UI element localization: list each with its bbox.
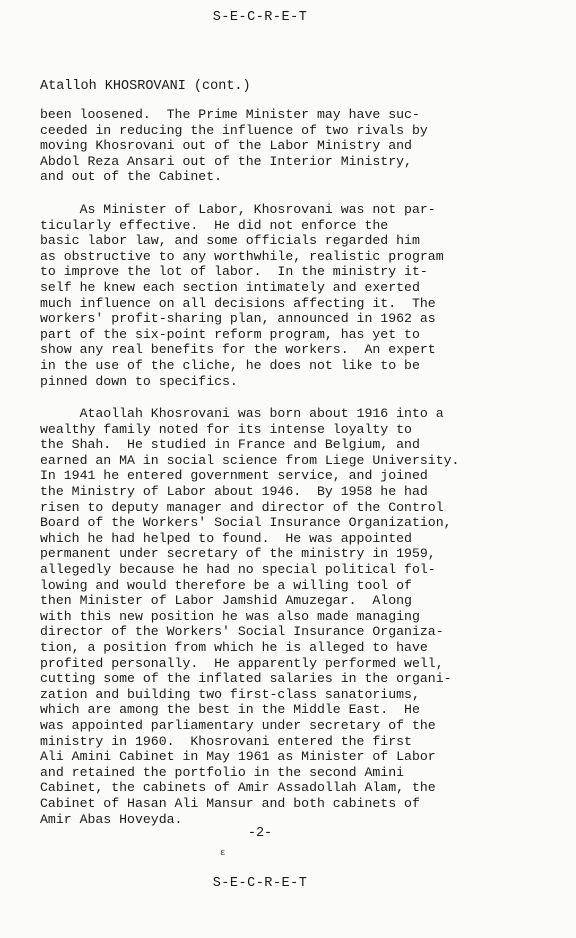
text-line: director of the Workers' Social Insurance Organiza- [40,624,444,640]
text-line: lowing and would therefore be a willing tool of [40,577,412,593]
paragraph-2 [40,202,560,389]
text-line: risen to deputy manager and director of the Control [40,499,444,515]
text-line: been loosened. The Prime Minister may have suc- [40,107,420,122]
text-line: allegedly because he had no special political fol- [40,562,436,578]
text-line: to improve the lot of labor. In the ministry it- [40,264,428,280]
text-line: cutting some of the inflated salaries in the organi- [40,671,452,687]
text-line: As Minister of Labor, Khosrovani was not par- [40,201,436,217]
text-line: permanent under secretary of the ministry in 1959, [40,546,436,562]
text-line: which are among the best in the Middle East. He [40,702,420,718]
text-line: then Minister of Labor Jamshid Amuzegar. Along [40,593,412,609]
text-line: Board of the Workers' Social Insurance Organization, [40,515,452,531]
text-line: Cabinet of Hasan Ali Mansur and both cabinets of [40,795,420,811]
text-line: Cabinet, the cabinets of Amir Assadollah Alam, the [40,780,436,796]
stray-mark: ɛ [220,848,226,858]
paragraph-3 [40,406,560,827]
text-line: wealthy family noted for its intense loyalty to [40,421,412,437]
text-line: and out of the Cabinet. [40,169,223,185]
text-line: the Shah. He studied in France and Belgium, and [40,437,420,453]
text-line: ticularly effective. He did not enforce the [40,217,389,233]
text-line: was appointed parliamentary under secretary of the [40,717,436,733]
page-number: -2- [247,826,273,841]
text-line: ministry in 1960. Khosrovani entered the first [40,733,412,749]
text-line: Ali Amini Cabinet in May 1961 as Minister of Labor [40,749,436,765]
text-line: and retained the portfolio in the second Amini [40,764,405,780]
text-line: earned an MA in social science from Liege University. [40,452,460,468]
text-line: Amir Abas Hoveyda. [40,811,183,827]
text-line: pinned down to specifics. [40,373,238,389]
text-line: workers' profit-sharing plan, announced in 1962 as [40,311,436,327]
text-line: much influence on all decisions affecting it. The [40,295,436,311]
document-body [40,107,560,844]
text-line: ceeded in reducing the influence of two rivals by [40,122,428,138]
text-line: show any real benefits for the workers. An expert [40,342,436,358]
text-line: in the use of the cliche, he does not like to be [40,357,420,373]
text-line: with this new position he was also made managing [40,608,420,624]
text-line: profited personally. He apparently performed well, [40,655,444,671]
text-line: tion, a position from which he is alleged to have [40,640,428,655]
text-line: basic labor law, and some officials regarded him [40,233,420,249]
text-line: zation and building two first-class sanatoriums, [40,686,420,702]
text-line: moving Khosrovani out of the Labor Ministry and [40,138,412,154]
text-line: self he knew each section intimately and exerted [40,279,420,295]
text-line: part of the six-point reform program, has yet to [40,326,420,342]
text-line: the Ministry of Labor about 1946. By 1958 he had [40,484,428,500]
subject-heading: Atalloh KHOSROVANI (cont.) [40,79,251,94]
paragraph-1 [40,107,560,185]
classification-header: S-E-C-R-E-T [212,10,308,25]
text-line: as obstructive to any worthwhile, realistic program [40,248,444,264]
text-line: which he had helped to found. He was appointed [40,530,412,546]
text-line: Abdol Reza Ansari out of the Interior Ministry, [40,153,412,169]
text-line: In 1941 he entered government service, and joined [40,468,428,484]
classification-footer: S-E-C-R-E-T [212,876,308,891]
text-line: Ataollah Khosrovani was born about 1916 into a [40,406,444,422]
